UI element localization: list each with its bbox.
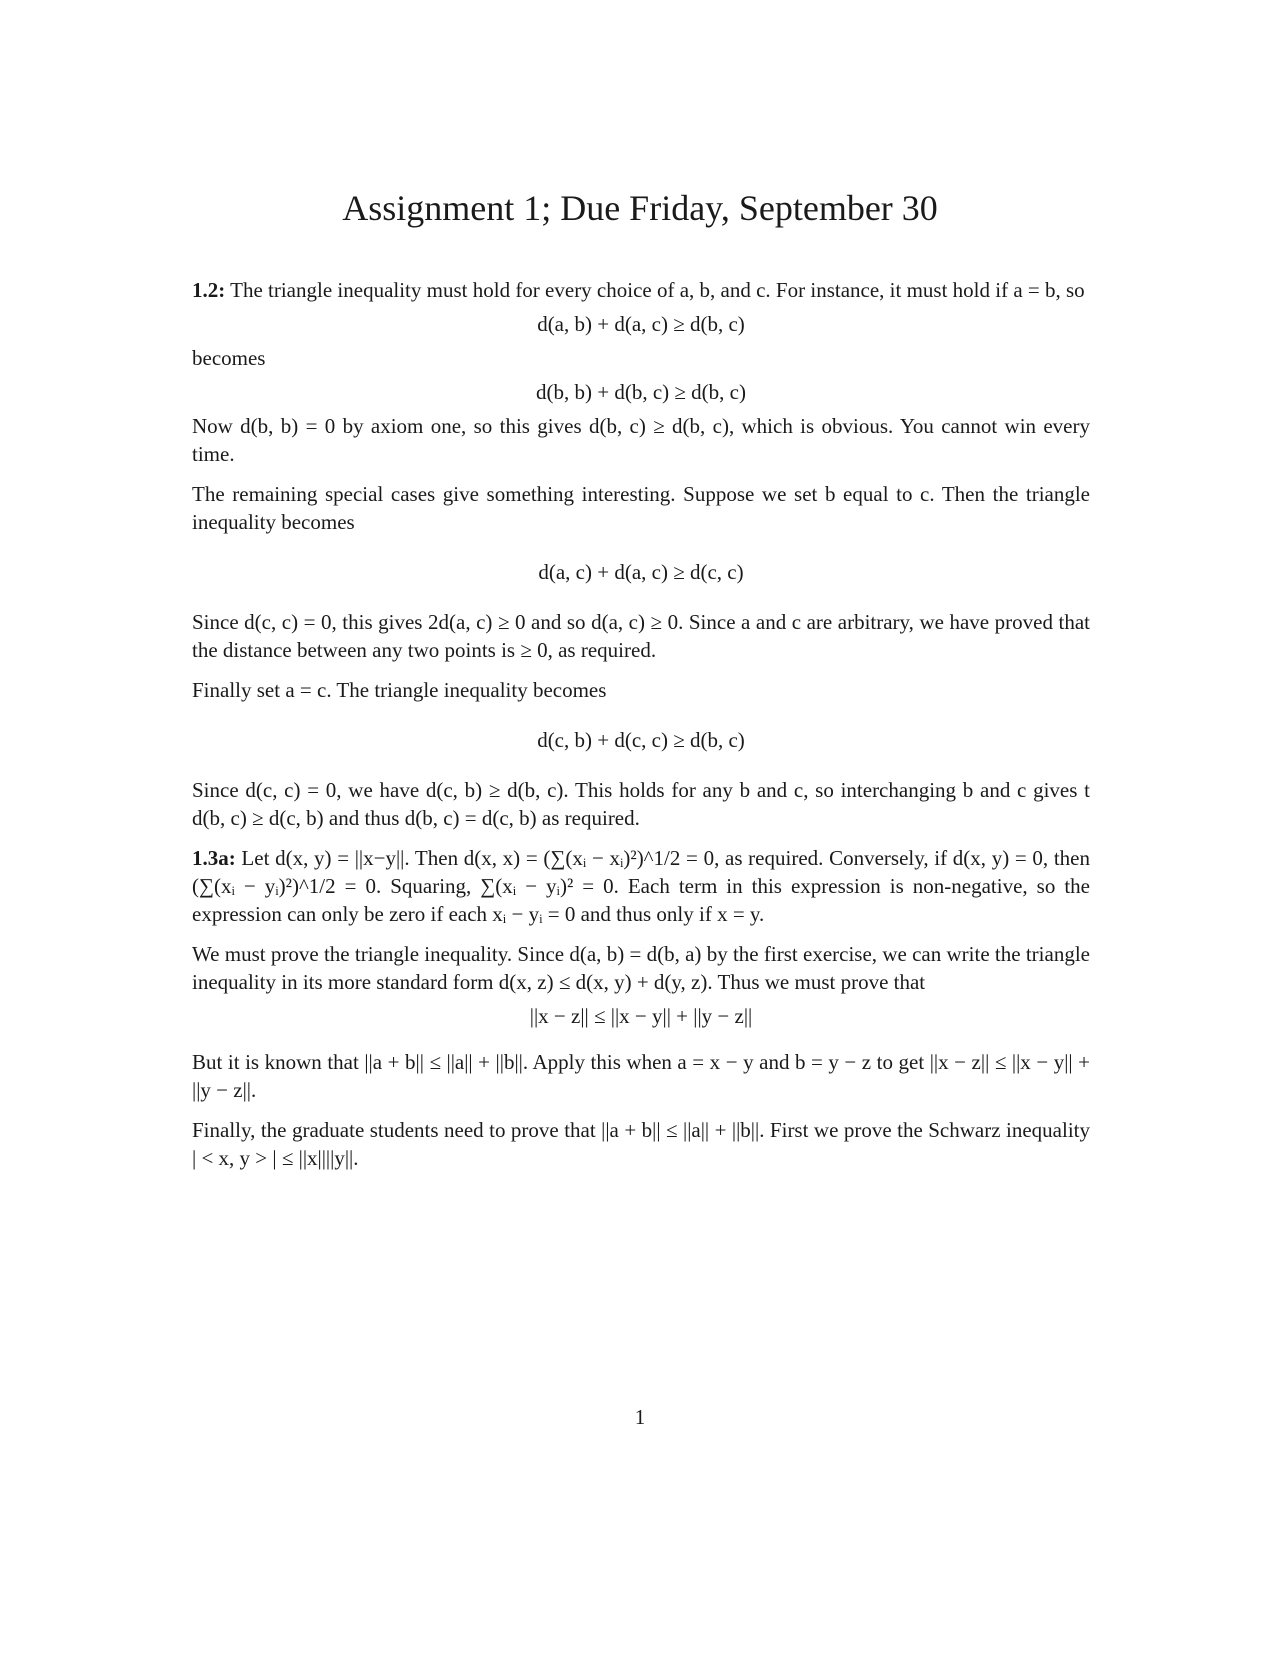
paragraph-remaining: The remaining special cases give something interesting. Suppose we set b equal to c. Then the triangle inequality becomes <box>192 482 1090 534</box>
page-number: 1 <box>634 1405 646 1429</box>
paragraph-triangle: We must prove the triangle inequality. Since d(a, b) = d(b, a) by the first exercise, we can write the triangle inequality in its more standard form d(x, z) ≤ d(x, y) + d(y, z). Thus we must prove that <box>192 942 1090 994</box>
paragraph-finally-set: Finally set a = c. The triangle inequality becomes <box>192 678 607 702</box>
paragraph-1-3a <box>192 844 1090 928</box>
paragraph-known: But it is known that ||a + b|| ≤ ||a|| + ||b||. Apply this when a = x − y and b = y − z to get ||x − z|| ≤ ||x − y|| + ||y − z||. <box>192 1050 1090 1102</box>
page-title: Assignment 1; Due Friday, September 30 <box>342 188 938 228</box>
equation-2: d(b, b) + d(b, c) ≥ d(b, c) <box>536 380 746 404</box>
exercise-label-1-3a: 1.3a: <box>192 846 236 870</box>
exercise-label-1-2: 1.2: <box>192 278 226 302</box>
equation-1: d(a, b) + d(a, c) ≥ d(b, c) <box>537 312 745 336</box>
equation-5: ||x − z|| ≤ ||x − y|| + ||y − z|| <box>529 1004 753 1028</box>
paragraph-since-1: Since d(c, c) = 0, this gives 2d(a, c) ≥ 0 and so d(a, c) ≥ 0. Since a and c are arbitrary, we have proved that the distance between any two points is ≥ 0, as required. <box>192 610 1090 662</box>
paragraph-since-2: Since d(c, c) = 0, we have d(c, b) ≥ d(b, c). This holds for any b and c, so interchanging b and c gives t d(b, c) ≥ d(c, b) and thus d(b, c) = d(c, b) as required. <box>192 778 1090 830</box>
paragraph-now: Now d(b, b) = 0 by axiom one, so this gives d(b, c) ≥ d(b, c), which is obvious. You cannot win every time. <box>192 414 1090 466</box>
paragraph-becomes: becomes <box>192 346 266 370</box>
paragraph-1-2 <box>192 276 1090 304</box>
equation-4: d(c, b) + d(c, c) ≥ d(b, c) <box>537 728 745 752</box>
paragraph-graduate: Finally, the graduate students need to prove that ||a + b|| ≤ ||a|| + ||b||. First we prove the Schwarz inequality | < x, y > | ≤ ||x||||y||. <box>192 1118 1090 1170</box>
equation-3: d(a, c) + d(a, c) ≥ d(c, c) <box>538 560 744 584</box>
document-body <box>192 276 1090 1184</box>
paragraph-text: The triangle inequality must hold for every choice of a, b, and c. For instance, it must hold if a = b, so <box>225 278 1085 302</box>
paragraph-text: Let d(x, y) = ||x−y||. Then d(x, x) = (∑(xᵢ − xᵢ)²)^1/2 = 0, as required. Conversely, if d(x, y) = 0, then (∑(xᵢ − yᵢ)²)^1/2 = 0. Squaring, ∑(xᵢ − yᵢ)² = 0. Each term in this expression is non-negative, so the expression can only be zero if each xᵢ − yᵢ = 0 and thus only if x = y. <box>192 846 1090 926</box>
